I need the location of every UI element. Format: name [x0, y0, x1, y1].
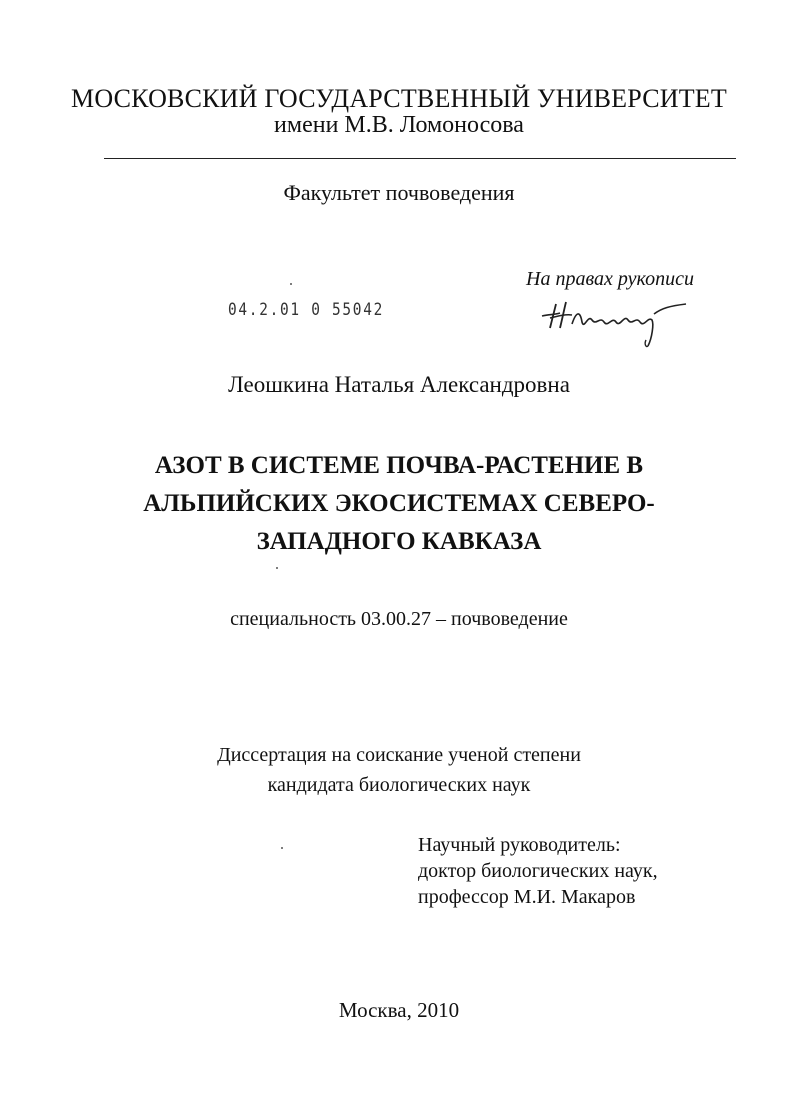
advisor-degree: доктор биологических наук,: [418, 860, 658, 882]
dissertation-degree: [0, 740, 798, 800]
title-line: АЗОТ В СИСТЕМЕ ПОЧВА-РАСТЕНИЕ В: [154, 452, 644, 479]
advisor-label: Научный руководитель:: [418, 834, 621, 856]
handwritten-signature: [536, 294, 696, 352]
place-year: Москва, 2010: [338, 998, 460, 1022]
title-line: ЗАПАДНОГО КАВКАЗА: [256, 528, 542, 555]
rights-note: На правах рукописи: [526, 268, 694, 290]
university-named-after: имени М.В. Ломоносова: [274, 112, 524, 138]
degree-line: кандидата биологических наук: [267, 774, 531, 796]
library-stamp-number: 04.2.01 0 55042: [228, 300, 385, 320]
advisor-block: [418, 832, 658, 910]
scan-speck: [276, 567, 278, 569]
faculty-name: Факультет почвоведения: [283, 180, 515, 205]
university-name: МОСКОВСКИЙ ГОСУДАРСТВЕННЫЙ УНИВЕРСИТЕТ: [71, 84, 727, 113]
scan-speck: [290, 283, 292, 285]
degree-line: Диссертация на соискание ученой степени: [217, 744, 581, 766]
title-line: АЛЬПИЙСКИХ ЭКОСИСТЕМАХ СЕВЕРО-: [143, 490, 655, 517]
header-divider: [104, 158, 736, 159]
author-name: Леошкина Наталья Александровна: [228, 372, 570, 397]
specialty: специальность 03.00.27 – почвоведение: [230, 608, 568, 630]
scan-speck: [281, 847, 283, 849]
dissertation-title: [0, 447, 798, 561]
advisor-name: профессор М.И. Макаров: [418, 886, 636, 908]
